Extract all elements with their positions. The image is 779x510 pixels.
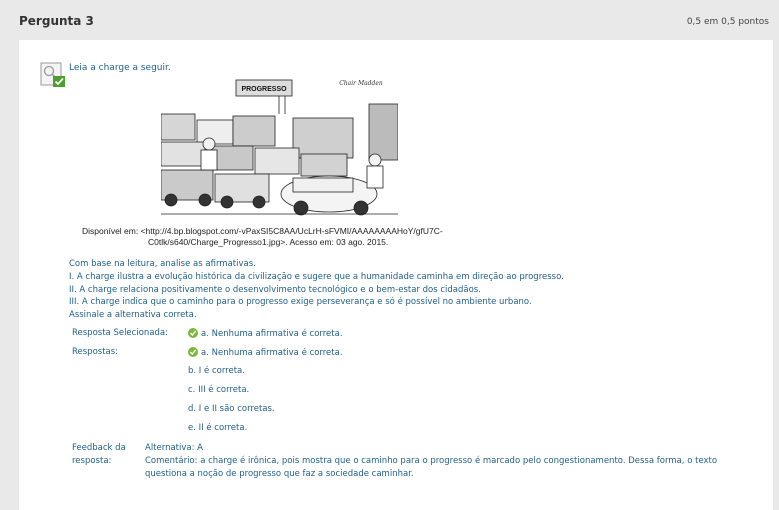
statement-line: III. A charge indica que o caminho para o progresso exige perseverança e só é possível no ambiente urbano. bbox=[69, 297, 532, 308]
statement-line: II. A charge relaciona positivamente o desenvolvimento tecnológico e o bem-estar dos cidadãos. bbox=[69, 284, 481, 295]
cartoon-signature: Chair Madden bbox=[339, 80, 383, 87]
answer-option-text: a. Nenhuma afirmativa é correta. bbox=[201, 348, 343, 358]
selected-answer-label: Resposta Selecionada: bbox=[72, 328, 168, 338]
citation-line-2: C0tlk/s640/Charge_Progresso1.jpg>. Acesso em: 03 ago. 2015. bbox=[148, 237, 389, 247]
question-statements bbox=[69, 258, 564, 322]
answer-option-e: e. II é correta. bbox=[188, 423, 248, 433]
statement-line: I. A charge ilustra a evolução histórica da civilização e sugere que a humanidade caminha em direção ao progresso. bbox=[69, 271, 564, 282]
question-card bbox=[19, 40, 773, 510]
progress-cartoon-image bbox=[161, 74, 398, 224]
correct-check-icon bbox=[188, 328, 198, 338]
feedback-label-line-1: Feedback da bbox=[72, 443, 126, 453]
question-status-icon bbox=[40, 62, 66, 88]
answer-option-b: b. I é correta. bbox=[188, 366, 245, 376]
answer-option-d: d. I e II são corretas. bbox=[188, 404, 275, 414]
selected-answer-text: a. Nenhuma afirmativa é correta. bbox=[201, 329, 343, 339]
citation-line-1: Disponível em: <http://4.bp.blogspot.com/-vPaxSI5C8AA/UcLrH-sFVMI/AAAAAAAAHoY/gfU7C- bbox=[82, 226, 443, 236]
feedback-alternative: Alternativa: A bbox=[145, 443, 203, 453]
answer-option-a bbox=[188, 347, 343, 358]
selected-answer bbox=[188, 328, 343, 339]
statement-line: Com base na leitura, analise as afirmativas. bbox=[69, 259, 256, 269]
answer-option-c: c. III é correta. bbox=[188, 385, 250, 395]
image-citation bbox=[82, 226, 502, 248]
question-header bbox=[0, 0, 779, 40]
feedback-label bbox=[72, 442, 126, 468]
progress-sign-text: PROGRESSO bbox=[241, 86, 287, 93]
feedback-comment: Comentário: a charge é irônica, pois mostra que o caminho para o progresso é marcado pelo congestionamento. Dessa forma, o texto questiona a noção de progresso que faz a sociedade caminhar. bbox=[145, 455, 718, 479]
question-intro: Leia a charge a seguir. bbox=[69, 63, 171, 73]
question-points: 0,5 em 0,5 pontos bbox=[686, 17, 769, 27]
question-title: Pergunta 3 bbox=[19, 14, 94, 28]
answers-label: Respostas: bbox=[72, 347, 119, 357]
statement-line: Assinale a alternativa correta. bbox=[69, 310, 197, 321]
feedback-text bbox=[145, 442, 735, 480]
correct-check-icon bbox=[188, 347, 198, 357]
feedback-label-line-2: resposta: bbox=[72, 455, 112, 466]
